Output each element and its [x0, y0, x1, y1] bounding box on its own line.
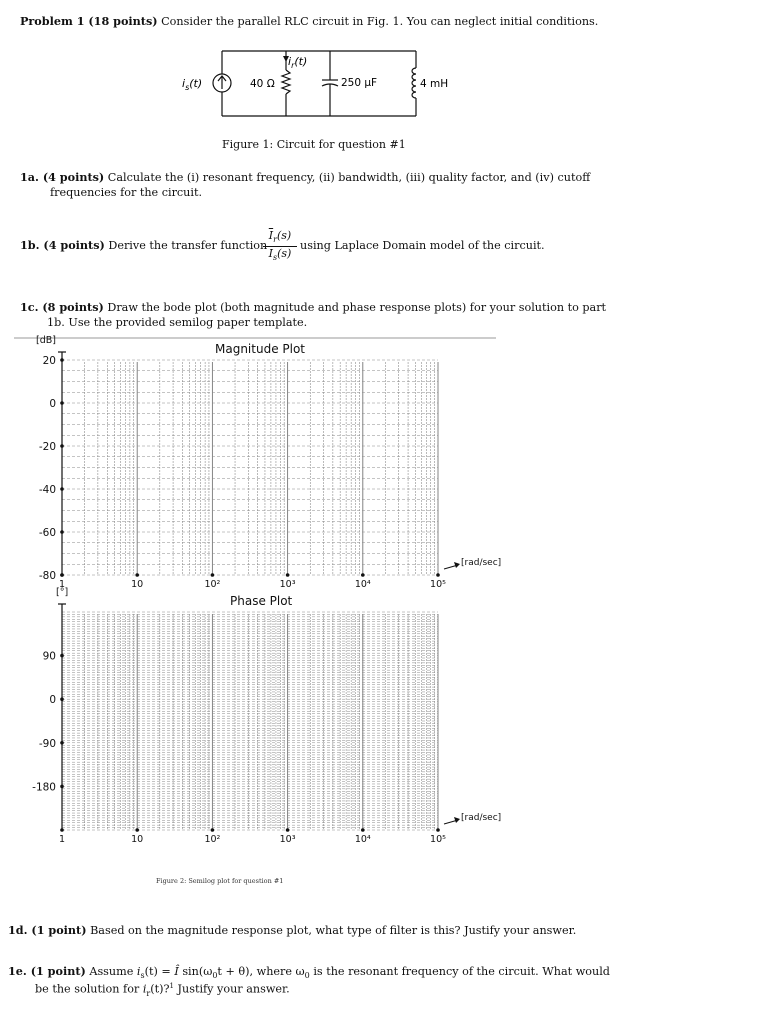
circuit-diagram: [170, 46, 450, 126]
figure1-caption: Figure 1: Circuit for question #1: [222, 138, 406, 151]
x-tick-label: 10²: [204, 579, 221, 590]
y-tick-dot: [60, 487, 64, 491]
x-tick-label: 10⁴: [354, 579, 371, 590]
problem-number: Problem 1 (18 points): [20, 14, 158, 28]
x-tick-dot: [436, 573, 440, 577]
x-tick-dot: [60, 573, 64, 577]
q1c-line2: 1b. Use the provided semilog paper template.: [47, 316, 308, 329]
x-tick-label: 1: [58, 579, 66, 590]
x-tick-dot: [211, 828, 215, 832]
q1c-line1: 1c. (8 points) Draw the bode plot (both magnitude and phase response plots) for your solution to part: [20, 300, 607, 314]
transfer-function-fraction: $\overline{I}_r(s)$ $\overline{I}_s(s)$: [263, 229, 297, 264]
q1b-label: 1b. (4 points): [20, 238, 105, 252]
resistor-label: 40 Ω: [250, 78, 275, 90]
x-tick-label: 10⁵: [430, 834, 446, 845]
q1b-after: using Laplace Domain model of the circuit.: [300, 239, 545, 252]
y-tick-label: -80: [38, 570, 56, 582]
y-tick-dot: [60, 785, 64, 789]
x-tick-label: 10: [131, 834, 144, 845]
q1d-line: 1d. (1 point) Based on the magnitude response plot, what type of filter is this? Justify your answer.: [8, 923, 577, 937]
problem-header: [20, 14, 598, 29]
figure2-caption: Figure 2: Semilog plot for question #1: [156, 877, 284, 885]
x-tick-dot: [135, 573, 139, 577]
x-tick-dot: [436, 828, 440, 832]
x-unit-arrow-head: [454, 817, 460, 823]
q1e-line1: 1e. (1 point) Assume $i_s(t)$ = Î $\sin(\omega_0t + \theta)$, where $\omega_0$ is the resonant frequency of the circuit. What would: [8, 964, 610, 981]
y-tick-label: -90: [38, 737, 56, 750]
y-tick-label: 20: [42, 355, 56, 367]
q1a-label: 1a. (4 points): [20, 170, 105, 184]
y-tick-label: -60: [38, 527, 56, 539]
q1a-line2: frequencies for the circuit.: [50, 186, 203, 199]
y-tick-dot: [60, 697, 64, 701]
x-tick-dot: [286, 828, 290, 832]
q1e-label: 1e. (1 point): [8, 964, 86, 978]
y-tick-dot: [60, 358, 64, 362]
problem-intro: Consider the parallel RLC circuit in Fig. 1. You can neglect initial conditions.: [161, 15, 599, 28]
y-tick-label: -40: [38, 484, 56, 496]
y-unit-label: [°]: [56, 587, 69, 598]
x-tick-dot: [361, 828, 365, 832]
q1e-line2: be the solution for $i_r(t)?^1$ Justify your answer.: [35, 982, 290, 998]
q1a-line1: 1a. (4 points) Calculate the (i) resonant frequency, (ii) bandwidth, (iii) quality factor, and (iv) cutoff: [20, 170, 591, 184]
resistor-symbol: [282, 70, 290, 94]
x-tick-dot: [211, 573, 215, 577]
q1b-line: 1b. (4 points) Derive the transfer function: [20, 238, 268, 252]
source-label: $i_s(t)$: [182, 77, 203, 92]
inductor-label: 4 mH: [420, 78, 449, 90]
semilog-plots: [0, 330, 520, 860]
x-tick-label: 10²: [204, 834, 221, 845]
x-unit-label: [rad/sec]: [461, 558, 502, 568]
y-tick-dot: [60, 654, 64, 658]
y-tick-dot: [60, 741, 64, 745]
y-tick-label: -180: [32, 781, 56, 794]
x-tick-label: 10³: [279, 834, 296, 845]
plot-title: Magnitude Plot: [215, 342, 306, 356]
plot-title: Phase Plot: [230, 594, 293, 608]
x-unit-label: [rad/sec]: [461, 813, 502, 823]
x-tick-dot: [286, 573, 290, 577]
resistor-current-label: $i_r(t)$: [288, 55, 308, 70]
y-tick-dot: [60, 401, 64, 405]
x-tick-dot: [135, 828, 139, 832]
y-tick-label: 90: [42, 650, 56, 663]
x-tick-dot: [60, 828, 64, 832]
phase-plot[interactable]: [32, 587, 501, 845]
y-unit-label: [dB]: [36, 335, 56, 346]
y-tick-label: -20: [38, 441, 56, 453]
q1c-label: 1c. (8 points): [20, 300, 104, 314]
magnitude-plot[interactable]: [36, 335, 501, 590]
x-tick-label: 1: [58, 834, 66, 845]
x-unit-arrow-head: [454, 562, 460, 568]
x-tick-label: 10⁵: [430, 579, 446, 590]
x-tick-dot: [361, 573, 365, 577]
q1d-label: 1d. (1 point): [8, 923, 87, 937]
capacitor-label: 250 μF: [341, 77, 378, 89]
y-tick-label: 0: [49, 694, 56, 707]
inductor-symbol: [412, 68, 416, 98]
x-tick-label: 10: [131, 579, 144, 590]
x-tick-label: 10³: [279, 579, 296, 590]
y-tick-dot: [60, 530, 64, 534]
y-tick-label: 0: [49, 398, 56, 410]
x-tick-label: 10⁴: [354, 834, 371, 845]
y-tick-dot: [60, 444, 64, 448]
